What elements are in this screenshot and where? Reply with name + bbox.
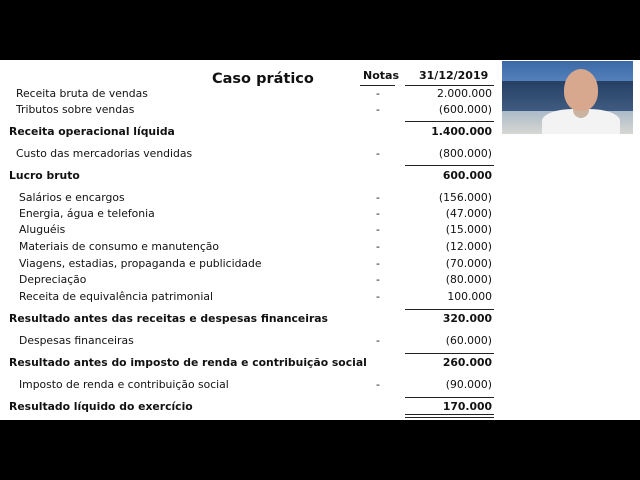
row-value: 170.000 bbox=[442, 400, 492, 413]
statement-row bbox=[0, 206, 500, 221]
row-label: Resultado líquido do exercício bbox=[9, 400, 193, 413]
row-label: Despesas financeiras bbox=[19, 334, 134, 347]
webcam-presenter-head bbox=[564, 69, 598, 111]
subtotal-line bbox=[405, 309, 494, 310]
row-value: 100.000 bbox=[447, 290, 492, 303]
statement-row bbox=[0, 86, 500, 101]
row-nota: - bbox=[376, 290, 380, 303]
row-nota: - bbox=[376, 191, 380, 204]
row-nota: - bbox=[376, 240, 380, 253]
statement-row-subtotal bbox=[0, 355, 500, 370]
row-value: (156.000) bbox=[438, 191, 492, 204]
row-nota: - bbox=[376, 257, 380, 270]
statement-row bbox=[0, 377, 500, 392]
row-value: (600.000) bbox=[438, 103, 492, 116]
row-value: (12.000) bbox=[445, 240, 492, 253]
row-nota: - bbox=[376, 378, 380, 391]
statement-row bbox=[0, 333, 500, 348]
row-value: (90.000) bbox=[445, 378, 492, 391]
statement-row bbox=[0, 239, 500, 254]
total-double-underline bbox=[405, 417, 494, 418]
row-label: Tributos sobre vendas bbox=[16, 103, 135, 116]
statement-row bbox=[0, 222, 500, 237]
row-nota: - bbox=[376, 334, 380, 347]
row-value: (70.000) bbox=[445, 257, 492, 270]
row-nota: - bbox=[376, 223, 380, 236]
row-value: (60.000) bbox=[445, 334, 492, 347]
row-label: Salários e encargos bbox=[19, 191, 125, 204]
row-label: Receita operacional líquida bbox=[9, 125, 175, 138]
row-value: (47.000) bbox=[445, 207, 492, 220]
row-value: 260.000 bbox=[442, 356, 492, 369]
statement-row bbox=[0, 102, 500, 117]
row-value: (800.000) bbox=[438, 147, 492, 160]
row-nota: - bbox=[376, 103, 380, 116]
row-nota: - bbox=[376, 147, 380, 160]
statement-row-subtotal bbox=[0, 168, 500, 183]
column-header-notas: Notas bbox=[363, 69, 399, 82]
subtotal-line bbox=[405, 353, 494, 354]
row-value: (15.000) bbox=[445, 223, 492, 236]
subtotal-line bbox=[405, 397, 494, 398]
row-label: Viagens, estadias, propaganda e publicidade bbox=[19, 257, 262, 270]
row-label: Resultado antes das receitas e despesas financeiras bbox=[9, 312, 328, 325]
row-value: 600.000 bbox=[442, 169, 492, 182]
row-label: Imposto de renda e contribuição social bbox=[19, 378, 229, 391]
column-header-date: 31/12/2019 bbox=[419, 69, 489, 82]
presentation-slide bbox=[0, 60, 640, 420]
statement-row-subtotal bbox=[0, 311, 500, 326]
total-double-underline bbox=[405, 414, 494, 415]
row-label: Materiais de consumo e manutenção bbox=[19, 240, 220, 253]
row-label: Energia, água e telefonia bbox=[19, 207, 155, 220]
row-value: (80.000) bbox=[445, 273, 492, 286]
row-label: Receita bruta de vendas bbox=[16, 87, 148, 100]
row-value: 2.000.000 bbox=[437, 87, 492, 100]
statement-row-total bbox=[0, 399, 500, 414]
row-value: 320.000 bbox=[442, 312, 492, 325]
row-nota: - bbox=[376, 87, 380, 100]
subtotal-line bbox=[405, 121, 494, 122]
statement-row bbox=[0, 272, 500, 287]
statement-row-subtotal bbox=[0, 124, 500, 139]
row-value: 1.400.000 bbox=[431, 125, 492, 138]
subtotal-line bbox=[405, 165, 494, 166]
row-nota: - bbox=[376, 273, 380, 286]
row-label: Receita de equivalência patrimonial bbox=[19, 290, 213, 303]
row-nota: - bbox=[376, 207, 380, 220]
statement-row bbox=[0, 256, 500, 271]
row-label: Lucro bruto bbox=[9, 169, 80, 182]
statement-row bbox=[0, 146, 500, 161]
statement-row bbox=[0, 289, 500, 304]
row-label: Depreciação bbox=[19, 273, 87, 286]
row-label: Custo das mercadorias vendidas bbox=[16, 147, 193, 160]
row-label: Resultado antes do imposto de renda e contribuição social bbox=[9, 356, 367, 369]
slide-title: Caso prático bbox=[212, 71, 314, 87]
statement-row bbox=[0, 190, 500, 205]
webcam-video bbox=[502, 61, 633, 134]
row-label: Aluguéis bbox=[19, 223, 66, 236]
